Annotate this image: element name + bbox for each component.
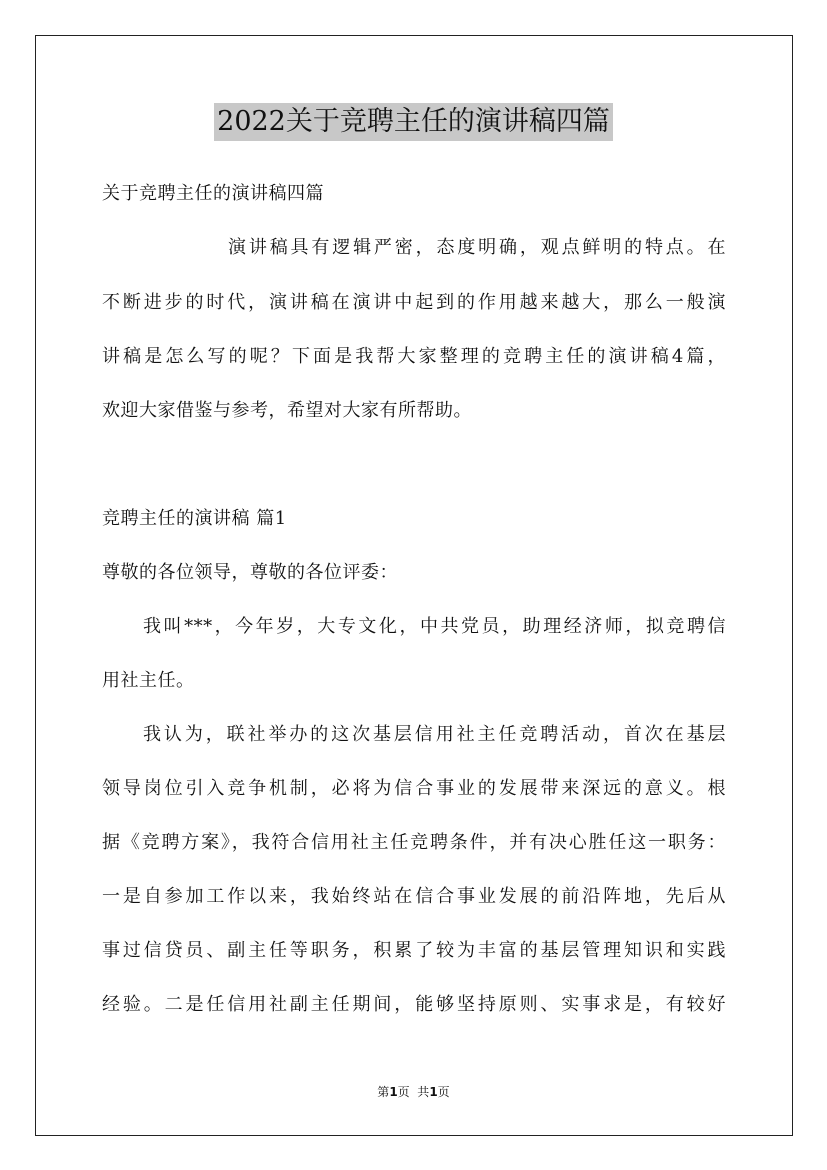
footer-page-prefix: 第 (377, 1085, 390, 1099)
para2-line-1: 我认为，联社举办的这次基层信用社主任竞聘活动，首次在基层 (143, 724, 726, 745)
footer-page-mid: 页 共 (397, 1085, 430, 1099)
intro-line-2: 不断进步的时代，演讲稿在演讲中起到的作用越来越大，那么一般演 (102, 292, 726, 313)
para2-line-2: 领导岗位引入竞争机制，必将为信合事业的发展带来深远的意义。根 (102, 778, 726, 799)
para1-line-1: 我叫***，今年岁，大专文化，中共党员，助理经济师，拟竞聘信 (143, 616, 726, 637)
salutation: 尊敬的各位领导，尊敬的各位评委： (102, 562, 398, 583)
document-title: 2022关于竞聘主任的演讲稿四篇 (214, 103, 613, 141)
intro-line-3: 讲稿是怎么写的呢？下面是我帮大家整理的竞聘主任的演讲稿4篇， (102, 346, 726, 367)
footer-page-suffix: 页 (437, 1085, 450, 1099)
page-footer (0, 1084, 827, 1100)
para1-line-2: 用社主任。 (102, 670, 195, 691)
intro-line-1: 演讲稿具有逻辑严密，态度明确，观点鲜明的特点。在 (228, 237, 726, 258)
intro-line-4: 欢迎大家借鉴与参考，希望对大家有所帮助。 (102, 400, 472, 421)
footer-page-number: 1 (389, 1085, 398, 1099)
para2-line-6: 经验。二是任信用社副主任期间，能够坚持原则、实事求是，有较好 (102, 994, 726, 1015)
document-subtitle: 关于竞聘主任的演讲稿四篇 (102, 183, 324, 204)
title-wrap (0, 103, 827, 141)
footer-page-total: 1 (429, 1085, 438, 1099)
para2-line-4: 一是自参加工作以来，我始终站在信合事业发展的前沿阵地，先后从 (102, 886, 726, 907)
para2-line-5: 事过信贷员、副主任等职务，积累了较为丰富的基层管理知识和实践 (102, 940, 726, 961)
section-heading: 竞聘主任的演讲稿 篇1 (102, 508, 287, 529)
para2-line-3: 据《竞聘方案》，我符合信用社主任竞聘条件，并有决心胜任这一职务： (102, 832, 726, 853)
